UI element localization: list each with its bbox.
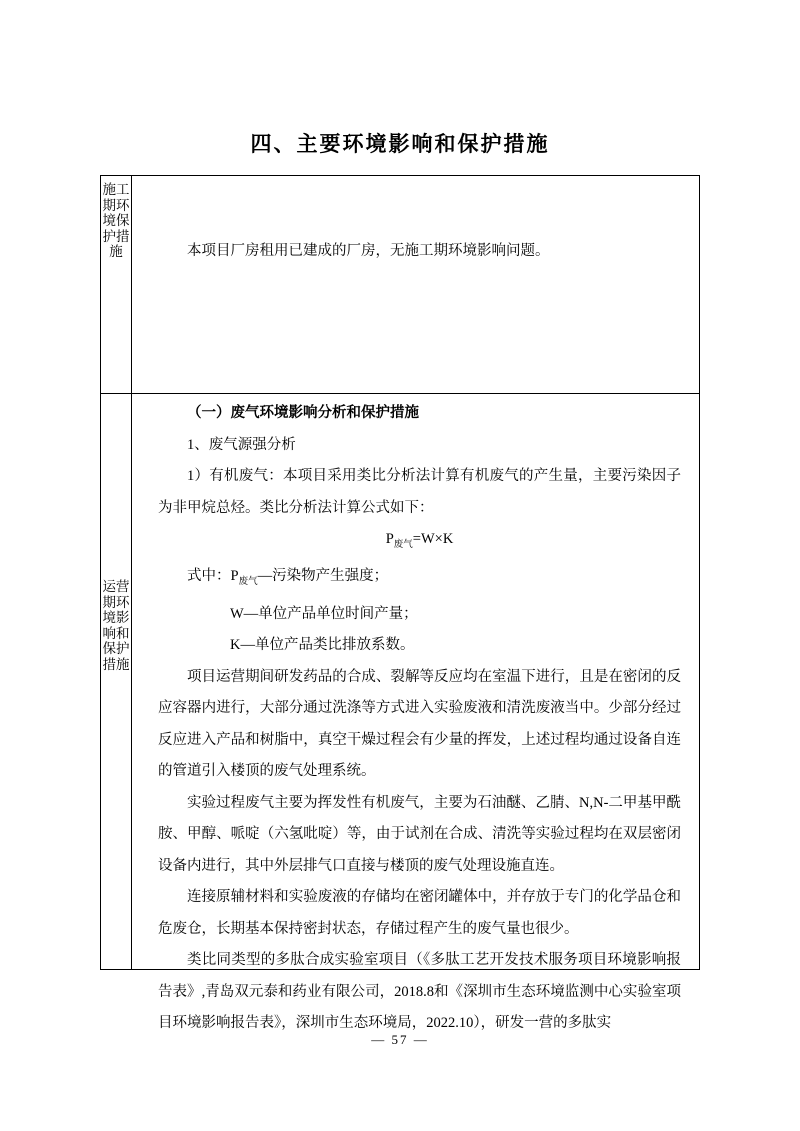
row-label-operation-period: [101, 394, 132, 969]
paragraph-reaction-process: 项目运营期间研发药品的合成、裂解等反应均在室温下进行，且是在密闭的反应容器内进行，大部分通过洗涤等方式进入实验废液和清洗废液当中。少部分经过反应进入产品和树脂中，真空干燥过程会有少量的挥发，上述过程均通过设备自连的管道引入楼顶的废气处理系统。: [158, 668, 681, 780]
paragraph-voc-composition: 实验过程废气主要为挥发性有机废气，主要为石油醚、乙腈、N,N-二甲基甲酰胺、甲醇、哌啶（六氢吡啶）等，由于试剂在合成、清洗等实验过程均在双层密闭设备内进行，其中外层排气口直接与楼顶的废气处理设施直连。: [158, 794, 681, 874]
formula-legend-subscript: 废气: [238, 577, 258, 588]
row-label-construction-period: [101, 176, 132, 393]
paragraph-construction: 本项目厂房租用已建成的厂房，无施工期环境影响问题。: [187, 243, 550, 259]
formula-rest: =W×K: [412, 531, 454, 547]
formula-subscript: 废气: [393, 539, 413, 550]
intro-paragraph-wrap: [158, 236, 679, 268]
row-body-construction-period: [132, 176, 699, 393]
page-number: — 57 —: [371, 1032, 429, 1047]
content-table: [100, 175, 700, 1032]
table-row: [101, 394, 699, 1032]
formula-legend-w: W—单位产品单位时间产量；: [230, 605, 418, 622]
formula-legend-prefix: 式中：P: [187, 568, 239, 585]
section-subheading: 1、废气源强分析: [187, 436, 296, 453]
section-heading: （一）废气环境影响分析和保护措施: [187, 405, 419, 421]
paragraph-waste-gas-source: 1）有机废气：本项目采用类比分析法计算有机废气的产生量，主要污染因子为非甲烷总烃。类比分析法计算公式如下：: [158, 468, 681, 516]
row-body-operation-period: [132, 394, 699, 1032]
paragraph-analogy-reference: 类比同类型的多肽合成实验室项目（《多肽工艺开发技术服务项目环境影响报告表》,青岛双元泰和药业有限公司，2018.8和《深圳市生态环境监测中心实验室项目环境影响报告表》，深圳市生态环境局，2022.10），研发一营的多肽实: [158, 952, 681, 1032]
table-row: [101, 176, 699, 394]
formula-base: P: [385, 531, 394, 547]
formula-legend-rest: —污染物产生强度；: [257, 568, 389, 585]
vertical-label-text: 运营期环境影响和保护措施: [102, 579, 130, 672]
paragraph-storage: 连接原辅材料和实验废液的存储均在密闭罐体中，并存放于专门的化学品仓和危废仓，长期基本保持密封状态，存储过程产生的废气量也很少。: [158, 889, 681, 937]
formula-line: [158, 524, 681, 561]
formula-legend-k: K—单位产品类比排放系数。: [230, 637, 415, 654]
section-body-wrap: [158, 398, 681, 1040]
formula-legend-p: [158, 561, 681, 598]
vertical-label-text: 施工期环境保护措施: [102, 182, 130, 260]
page-title: 四、主要环境影响和保护措施: [250, 132, 550, 156]
